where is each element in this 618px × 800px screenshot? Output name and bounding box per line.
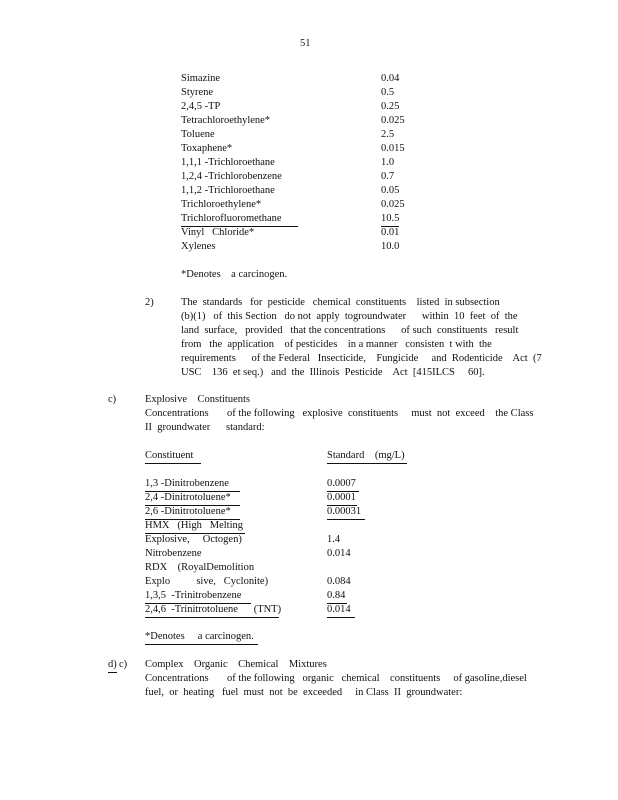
text-line: The standards for pesticide chemical constituents listed in subsection — [181, 297, 500, 308]
table-row — [327, 603, 355, 618]
constituent-name: RDX (RoyalDemolition — [145, 562, 255, 573]
text-line: fuel, or heating fuel must not be exceeded in Class II groundwater: — [145, 687, 463, 698]
text-line: (b)(1) of this Section do not apply togroundwater within 10 feet of the — [181, 311, 518, 322]
table-row — [145, 547, 202, 561]
constituent-value: 0.025 — [381, 199, 405, 210]
table-row — [327, 533, 340, 547]
table-row — [381, 100, 399, 114]
table-row — [327, 547, 351, 561]
text-line: land surface, provided that the concentrations of such constituents result — [181, 325, 519, 336]
table-row — [145, 505, 240, 520]
table-row — [181, 86, 213, 100]
table-row — [381, 86, 394, 100]
table-row — [327, 575, 351, 589]
constituent-value: 0.084 — [327, 576, 351, 587]
table-row — [145, 589, 251, 604]
section-marker: c) — [108, 394, 117, 405]
constituent-name: Simazine — [181, 73, 221, 84]
text-line: USC 136 et seq.) and the Illinois Pesticide Act [415ILCS 60]. — [181, 367, 485, 378]
constituent-value: 0.84 — [327, 589, 347, 604]
constituent-name: Styrene — [181, 87, 214, 98]
constituent-value: 0.025 — [381, 115, 405, 126]
table-row — [327, 505, 365, 520]
section-heading: Complex Organic Chemical Mixtures — [145, 659, 327, 670]
constituent-name: Vinyl Chloride* — [181, 227, 255, 238]
constituent-value: 10.0 — [381, 241, 400, 252]
constituent-value: 0.04 — [381, 73, 400, 84]
constituent-name: 1,2,4 -Trichlorobenzene — [181, 171, 282, 182]
constituent-value: 1.4 — [327, 534, 341, 545]
constituent-name: Trichloroethylene* — [181, 199, 262, 210]
constituent-value: 1.0 — [381, 157, 395, 168]
text-line: Concentrations of the following explosive constituents must not exceed the Class — [145, 408, 534, 419]
table-row — [327, 491, 357, 506]
constituent-name: 1,1,1 -Trichloroethane — [181, 157, 275, 168]
constituent-value: 2.5 — [381, 129, 395, 140]
constituent-name: Tetrachloroethylene* — [181, 115, 271, 126]
table-row — [381, 240, 399, 254]
table-row — [145, 477, 240, 492]
section-marker: c) — [119, 659, 128, 670]
column-header-constituent: Constituent — [145, 449, 201, 464]
table-row — [381, 226, 399, 240]
carcinogen-note: *Denotes a carcinogen. — [145, 630, 258, 645]
constituent-name: Explo sive, Cyclonite) — [145, 576, 269, 587]
table-row — [181, 156, 275, 170]
constituent-name: 2,4,5 -TP — [181, 101, 221, 112]
constituent-value: 0.01 — [381, 227, 400, 238]
table-row — [327, 477, 359, 492]
section-heading: Explosive Constituents — [145, 394, 250, 405]
constituent-value: 0.014 — [327, 603, 355, 618]
constituent-name: Nitrobenzene — [145, 548, 202, 559]
table-row — [381, 212, 399, 227]
constituent-value: 0.0007 — [327, 477, 359, 492]
constituent-name: Trichlorofluoromethane — [181, 212, 298, 227]
table-row — [381, 128, 394, 142]
constituent-value: 10.5 — [381, 212, 399, 227]
constituent-value: 0.0001 — [327, 491, 357, 506]
table-row — [181, 170, 282, 184]
table-row — [381, 114, 405, 128]
text-line: II groundwater standard: — [145, 422, 265, 433]
paragraph-number: 2) — [145, 297, 154, 308]
constituent-name: 1,3 -Dinitrobenzene — [145, 477, 240, 492]
carcinogen-note: *Denotes a carcinogen. — [181, 269, 288, 280]
table-row — [181, 240, 215, 254]
table-row — [181, 184, 275, 198]
constituent-name: Explosive, Octogen) — [145, 534, 242, 545]
table-row — [181, 100, 220, 114]
table-row — [181, 72, 220, 86]
table-row — [145, 575, 268, 589]
constituent-name: 2,6 -Dinitrotoluene* — [145, 505, 240, 520]
table-row — [381, 142, 405, 156]
constituent-name: Toxaphene* — [181, 143, 233, 154]
constituent-value: 0.015 — [381, 143, 405, 154]
table-row — [145, 533, 242, 547]
table-row — [145, 561, 254, 575]
text-line: requirements of the Federal Insecticide, Fungicide and Rodenticide Act (7 — [181, 353, 542, 364]
table-row — [381, 198, 405, 212]
constituent-name: 2,4,6 -Trinitrotoluene (TNT) — [145, 603, 279, 618]
constituent-value: 0.014 — [327, 548, 351, 559]
table-row — [381, 170, 394, 184]
table-row — [181, 114, 270, 128]
section-marker-struck: d) — [108, 658, 117, 673]
page-number: 51 — [300, 38, 311, 49]
constituent-name: Xylenes — [181, 241, 216, 252]
constituent-value: 0.25 — [381, 101, 400, 112]
table-row — [181, 226, 254, 240]
table-row — [145, 491, 240, 506]
table-row — [381, 184, 399, 198]
table-row — [181, 142, 232, 156]
constituent-name: 2,4 -Dinitrotoluene* — [145, 491, 240, 506]
table-row — [181, 128, 215, 142]
constituent-name: 1,1,2 -Trichloroethane — [181, 185, 275, 196]
table-row — [381, 156, 394, 170]
table-row — [145, 603, 282, 618]
table-row — [327, 589, 347, 604]
constituent-value: 0.5 — [381, 87, 395, 98]
constituent-value: 0.00031 — [327, 505, 365, 520]
text-line: from the application of pesticides in a manner consisten t with the — [181, 339, 492, 350]
table-row — [381, 72, 399, 86]
text-line: Concentrations of the following organic chemical constituents of gasoline,diesel — [145, 673, 527, 684]
constituent-value: 0.7 — [381, 171, 395, 182]
column-header-standard: Standard (mg/L) — [327, 449, 407, 464]
constituent-name: 1,3,5 -Trinitrobenzene — [145, 589, 251, 604]
table-row — [181, 198, 261, 212]
table-row — [181, 212, 298, 227]
table-row — [145, 519, 245, 534]
constituent-name: Toluene — [181, 129, 215, 140]
constituent-name: HMX (High Melting — [145, 519, 245, 534]
constituent-value: 0.05 — [381, 185, 400, 196]
